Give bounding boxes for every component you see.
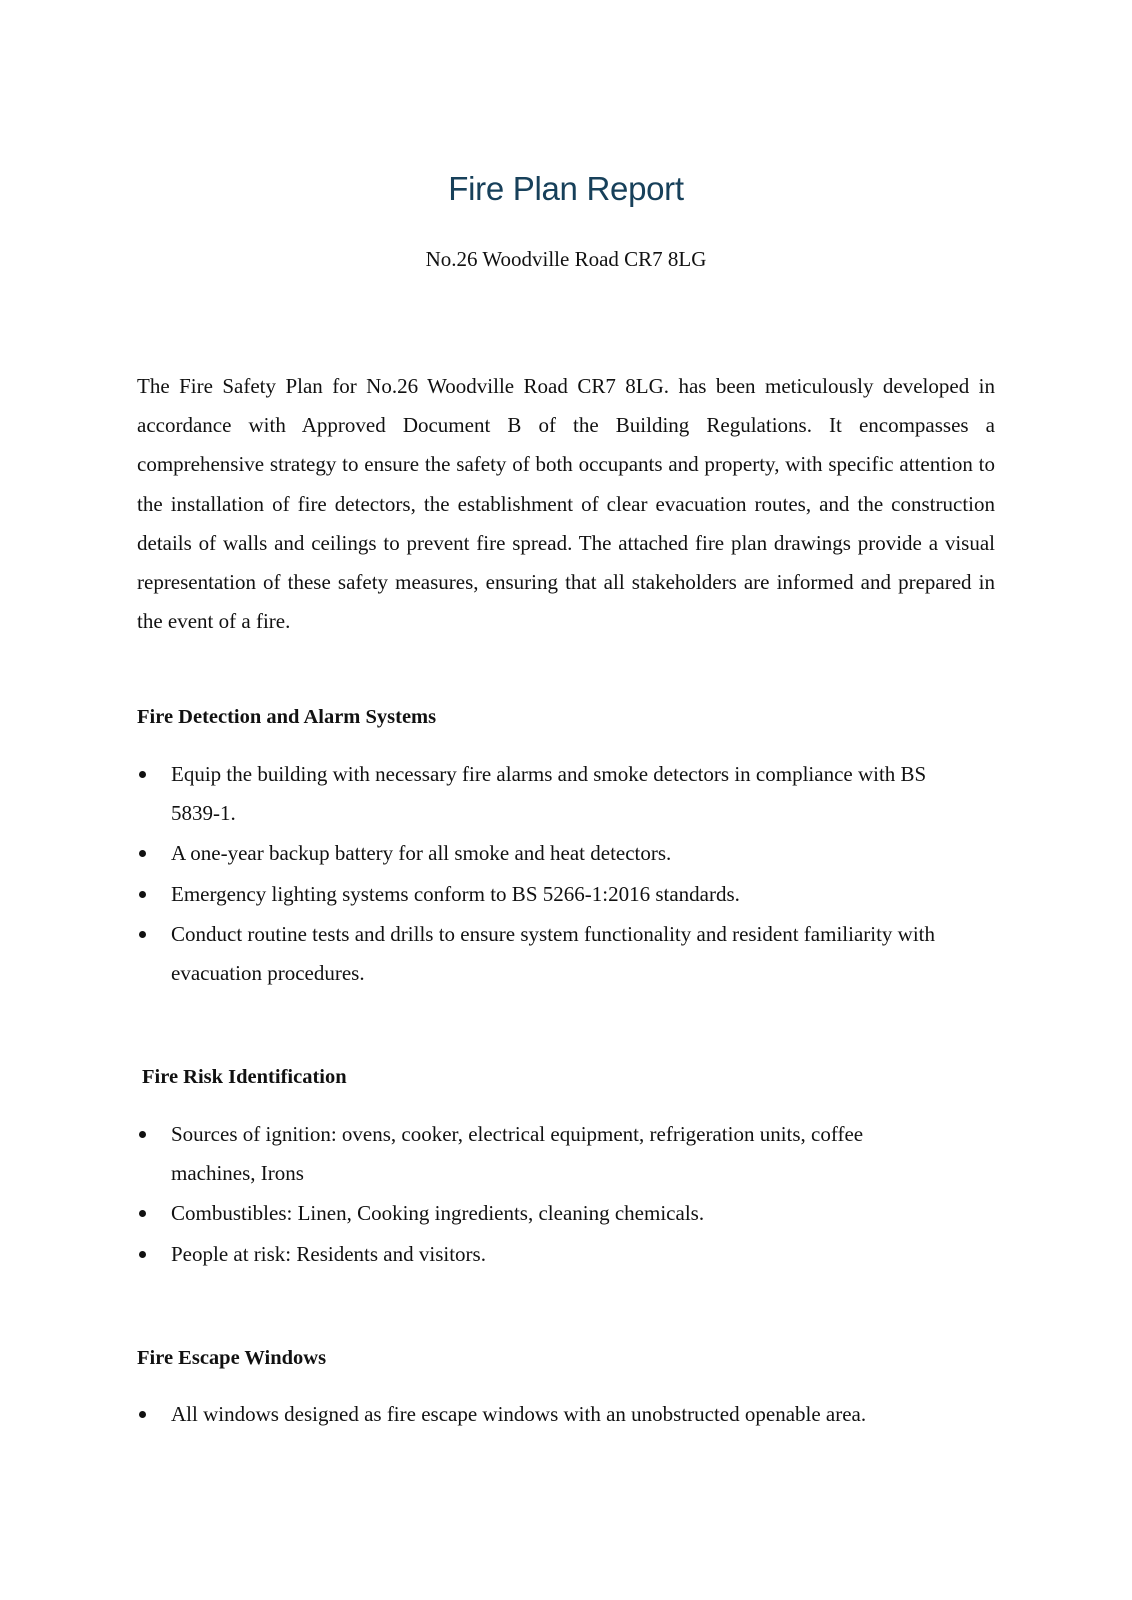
list-item-text: Combustibles: Linen, Cooking ingredients, cleaning chemicals. bbox=[171, 1201, 705, 1225]
bullet-list-fire-escape-windows bbox=[137, 1395, 997, 1436]
bullet-icon bbox=[139, 1251, 146, 1258]
list-item-text: Emergency lighting systems conform to BS 5266-1:2016 standards. bbox=[171, 881, 740, 906]
list-item bbox=[137, 1115, 917, 1192]
bullet-icon bbox=[139, 850, 146, 857]
list-item-text: Conduct routine tests and drills to ensure system functionality and resident familiarity with evacuation procedures. bbox=[171, 922, 936, 985]
document-subtitle-address: No.26 Woodville Road CR7 8LG bbox=[425, 247, 707, 271]
list-item-text: A one-year backup battery for all smoke and heat detectors. bbox=[171, 841, 672, 865]
bullet-icon bbox=[139, 1131, 146, 1138]
list-item-text: Equip the building with necessary fire alarms and smoke detectors in compliance with BS 5839-1. bbox=[171, 762, 927, 825]
bullet-icon bbox=[139, 891, 146, 898]
list-item bbox=[137, 834, 977, 873]
section-heading-fire-detection: Fire Detection and Alarm Systems bbox=[137, 706, 437, 728]
bullet-icon bbox=[139, 771, 146, 778]
list-item bbox=[137, 1194, 917, 1233]
section-heading-fire-risk: Fire Risk Identification bbox=[142, 1066, 347, 1088]
bullet-list-fire-detection bbox=[137, 755, 977, 994]
section-heading-fire-escape-windows: Fire Escape Windows bbox=[137, 1347, 327, 1369]
list-item-text: All windows designed as fire escape windows with an unobstructed openable area. bbox=[171, 1402, 867, 1426]
bullet-icon bbox=[139, 931, 146, 938]
list-item-text: Sources of ignition: ovens, cooker, electrical equipment, refrigeration units, coffee machines, Irons bbox=[171, 1122, 864, 1185]
bullet-icon bbox=[139, 1210, 146, 1217]
list-item bbox=[137, 1395, 997, 1434]
list-item bbox=[137, 875, 977, 914]
bullet-list-fire-risk bbox=[137, 1115, 917, 1275]
document-title: Fire Plan Report bbox=[448, 170, 684, 207]
bullet-icon bbox=[139, 1411, 146, 1418]
list-item bbox=[137, 915, 977, 992]
list-item-text: People at risk: Residents and visitors. bbox=[171, 1241, 486, 1266]
intro-paragraph: The Fire Safety Plan for No.26 Woodville Road CR7 8LG. has been meticulously developed in accordance with Approved Document B of the Building Regulations. It encompasses a comprehensive strategy to ensure the safety of both occupants and property, with specific attention to the installation of fire detectors, the establishment of clear evacuation routes, and the construction details of walls and ceilings to prevent fire spread. The attached fire plan drawings provide a visual representation of these safety measures, ensuring that all stakeholders are informed and prepared in the event of a fire. bbox=[137, 374, 995, 634]
list-item bbox=[137, 1235, 917, 1274]
list-item bbox=[137, 755, 977, 832]
